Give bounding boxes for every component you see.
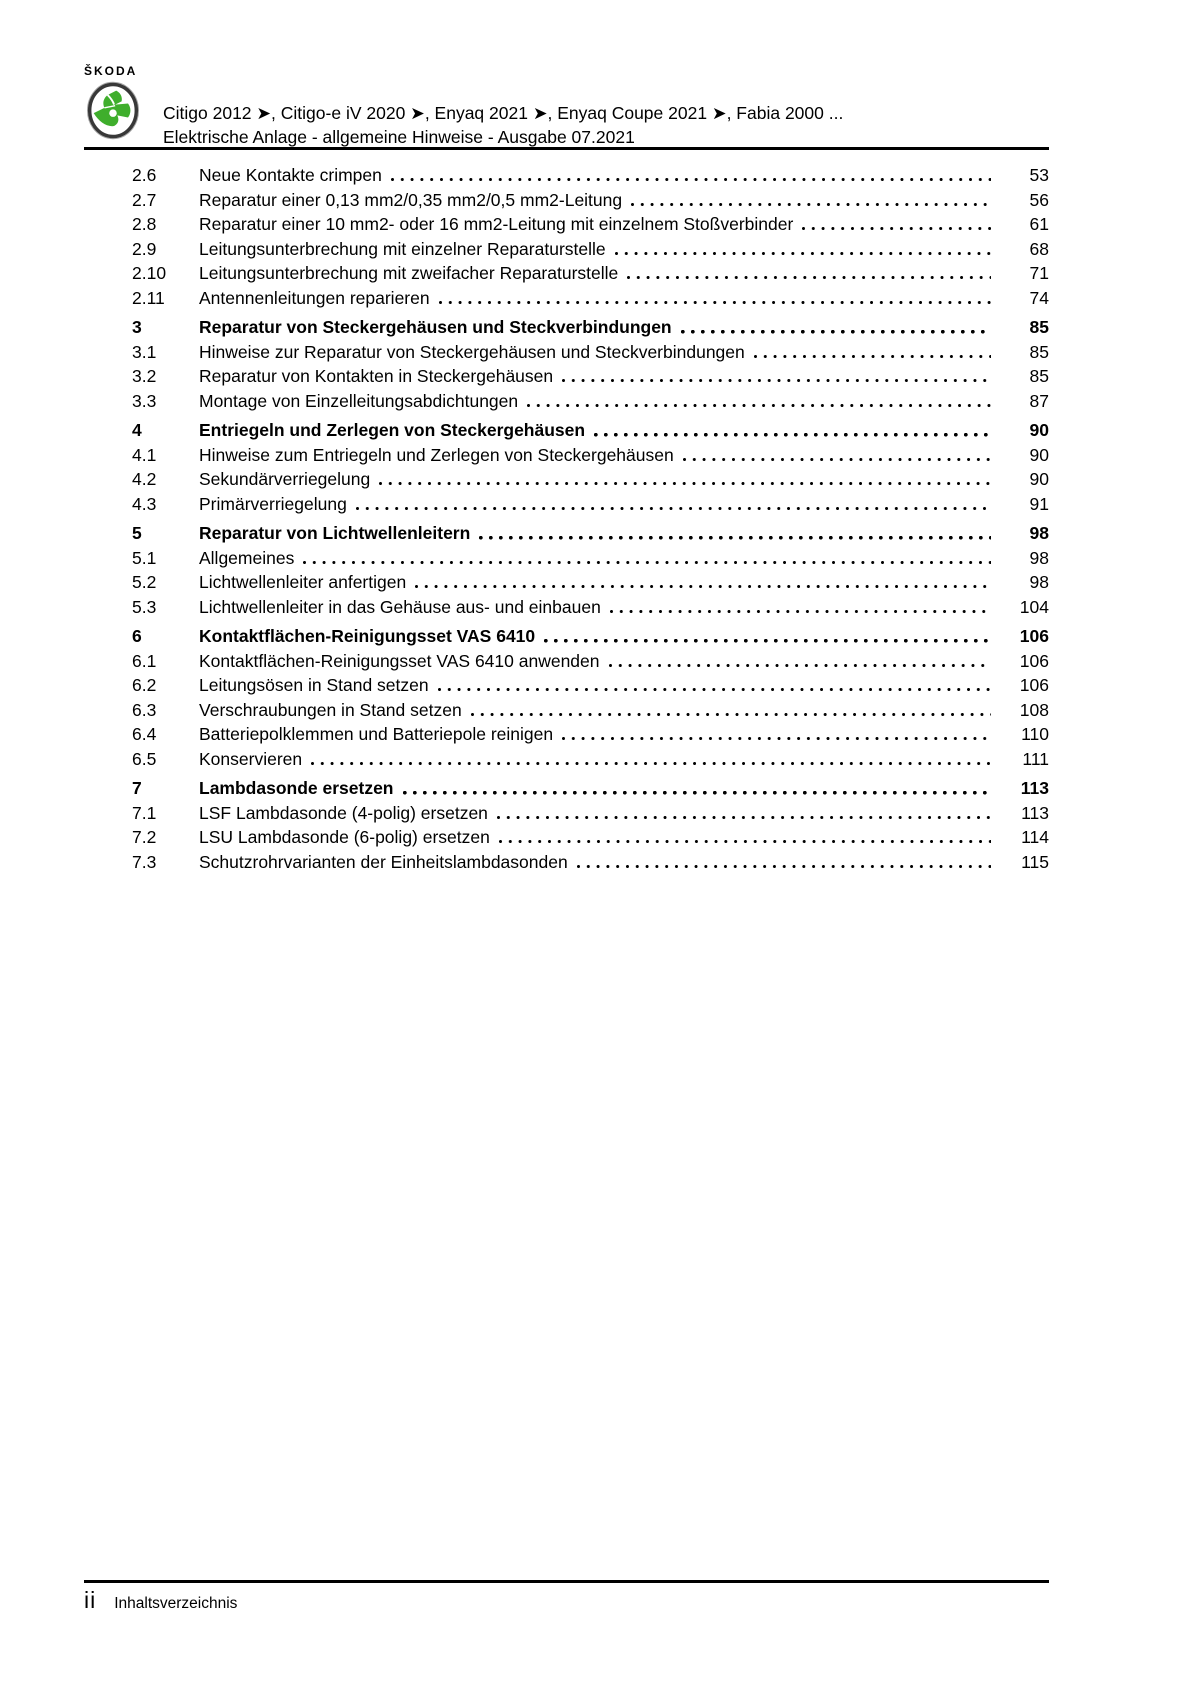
toc-entry-title: Reparatur von Lichtwellenleitern (199, 523, 471, 543)
toc-entry-number: 4.2 (132, 469, 157, 489)
leader-dots (577, 850, 991, 875)
toc-entry-page: 106 (1019, 675, 1049, 695)
leader-dots (311, 747, 991, 772)
toc-entry-title: Batteriepolklemmen und Batteriepole reinigen (199, 724, 554, 744)
toc-row (84, 698, 1049, 723)
toc-row (84, 624, 1049, 649)
toc-entry-number: 6.2 (132, 675, 157, 695)
toc-entry-number: 4.3 (132, 493, 157, 514)
toc-entry-page: 98 (1029, 547, 1049, 568)
toc-entry-page: 98 (1029, 572, 1049, 592)
toc-entry-number: 5.3 (132, 596, 157, 617)
toc-entry-title: Lichtwellenleiter in das Gehäuse aus- und einbauen (199, 596, 601, 617)
leader-dots (631, 188, 991, 213)
table-of-contents (84, 163, 1049, 874)
toc-entry-title: Leitungsösen in Stand setzen (199, 675, 429, 695)
toc-entry-title: Allgemeines (199, 547, 295, 568)
toc-entry-page: 114 (1021, 827, 1049, 847)
leader-dots (356, 492, 991, 517)
toc-entry-title: Reparatur einer 10 mm2- oder 16 mm2-Leitung mit einzelnem Stoßverbinder (199, 214, 794, 234)
toc-row (84, 492, 1049, 517)
toc-entry-title: Primärverriegelung (199, 493, 347, 514)
toc-entry-page: 61 (1029, 214, 1049, 234)
toc-entry-number: 5.2 (132, 572, 157, 592)
toc-entry-title: Lambdasonde ersetzen (199, 778, 394, 798)
toc-entry-number: 7.3 (132, 851, 157, 872)
leader-dots (610, 595, 991, 620)
leader-dots (683, 443, 991, 468)
toc-entry-title: Hinweise zum Entriegeln und Zerlegen von Steckergehäusen (199, 444, 674, 465)
toc-entry-number: 7.1 (132, 802, 157, 823)
toc-entry-page: 85 (1029, 366, 1049, 386)
toc-entry-number: 3 (132, 317, 142, 337)
toc-entry-page: 113 (1021, 802, 1049, 823)
toc-row (84, 649, 1049, 674)
toc-row (84, 722, 1049, 747)
toc-row (84, 825, 1049, 850)
toc-row (84, 850, 1049, 875)
leader-dots (497, 801, 991, 826)
toc-row (84, 340, 1049, 365)
toc-entry-title: Montage von Einzelleitungsabdichtungen (199, 390, 519, 411)
footer-section-label: Inhaltsverzeichnis (114, 1595, 238, 1612)
toc-row (84, 443, 1049, 468)
toc-entry-title: Sekundärverriegelung (199, 469, 371, 489)
footer-page-number: ii (84, 1587, 97, 1613)
toc-entry-page: 108 (1019, 699, 1049, 720)
toc-entry-number: 3.2 (132, 366, 157, 386)
toc-entry-page: 106 (1019, 650, 1049, 671)
toc-row (84, 315, 1049, 340)
footer-rule (84, 1580, 1049, 1583)
toc-entry-page: 85 (1029, 317, 1049, 337)
toc-entry-page: 115 (1021, 851, 1049, 872)
toc-entry-page: 90 (1029, 420, 1049, 440)
toc-entry-title: Reparatur einer 0,13 mm2/0,35 mm2/0,5 mm2-Leitung (199, 189, 623, 210)
toc-entry-page: 113 (1020, 778, 1049, 798)
leader-dots (439, 286, 991, 311)
toc-entry-number: 6 (132, 626, 142, 646)
toc-entry-title: Lichtwellenleiter anfertigen (199, 572, 407, 592)
leader-dots (391, 163, 991, 188)
toc-entry-title: Antennenleitungen reparieren (199, 287, 430, 308)
leader-dots (681, 315, 991, 340)
leader-dots (562, 364, 991, 389)
toc-row (84, 776, 1049, 801)
leader-dots (562, 722, 991, 747)
toc-entry-title: LSF Lambdasonde (4-polig) ersetzen (199, 802, 488, 823)
toc-entry-page: 71 (1029, 263, 1049, 283)
toc-entry-title: Entriegeln und Zerlegen von Steckergehäusen (199, 420, 586, 440)
leader-dots (379, 467, 991, 492)
toc-entry-number: 5 (132, 523, 142, 543)
toc-row (84, 188, 1049, 213)
leader-dots (802, 212, 991, 237)
toc-entry-title: Leitungsunterbrechung mit einzelner Reparaturstelle (199, 238, 606, 259)
toc-entry-title: Reparatur von Steckergehäusen und Steckverbindungen (199, 317, 672, 337)
toc-entry-page: 53 (1029, 165, 1049, 185)
toc-entry-page: 90 (1029, 444, 1049, 465)
toc-entry-page: 74 (1029, 287, 1049, 308)
toc-entry-number: 3.3 (132, 390, 157, 411)
toc-row (84, 286, 1049, 311)
leader-dots (609, 649, 991, 674)
toc-entry-title: Kontaktflächen-Reinigungsset VAS 6410 (199, 626, 536, 646)
toc-entry-number: 7 (132, 778, 142, 798)
toc-entry-page: 87 (1029, 390, 1049, 411)
toc-row (84, 521, 1049, 546)
header-titles (163, 101, 843, 149)
toc-entry-number: 4.1 (132, 444, 157, 465)
skoda-badge-icon (86, 81, 140, 140)
leader-dots (594, 418, 991, 443)
toc-entry-number: 7.2 (132, 827, 157, 847)
toc-entry-page: 110 (1021, 724, 1049, 744)
toc-entry-page: 106 (1019, 626, 1049, 646)
leader-dots (527, 389, 991, 414)
toc-row (84, 237, 1049, 262)
toc-entry-number: 3.1 (132, 341, 157, 362)
leader-dots (754, 340, 991, 365)
toc-entry-title: Konservieren (199, 748, 303, 769)
toc-entry-title: Leitungsunterbrechung mit zweifacher Reparaturstelle (199, 263, 619, 283)
toc-entry-number: 6.1 (132, 650, 157, 671)
toc-entry-number: 2.9 (132, 238, 157, 259)
toc-row (84, 212, 1049, 237)
leader-dots (403, 776, 992, 801)
leader-dots (544, 624, 991, 649)
toc-entry-page: 98 (1029, 523, 1049, 543)
toc-row (84, 261, 1049, 286)
toc-entry-page: 56 (1029, 189, 1049, 210)
toc-entry-page: 111 (1022, 748, 1049, 769)
leader-dots (479, 521, 991, 546)
leader-dots (615, 237, 991, 262)
toc-entry-page: 91 (1029, 493, 1049, 514)
toc-row (84, 747, 1049, 772)
toc-entry-title: Verschraubungen in Stand setzen (199, 699, 462, 720)
toc-entry-page: 90 (1029, 469, 1049, 489)
leader-dots (303, 546, 991, 571)
toc-row (84, 418, 1049, 443)
leader-dots (438, 673, 991, 698)
toc-row (84, 673, 1049, 698)
toc-entry-title: Neue Kontakte crimpen (199, 165, 382, 185)
toc-row (84, 570, 1049, 595)
leader-dots (627, 261, 991, 286)
skoda-logo (84, 64, 154, 140)
toc-row (84, 595, 1049, 620)
toc-entry-number: 6.4 (132, 724, 157, 744)
toc-row (84, 364, 1049, 389)
toc-entry-number: 2.8 (132, 214, 157, 234)
toc-entry-number: 2.11 (132, 287, 165, 308)
toc-entry-number: 6.5 (132, 748, 157, 769)
leader-dots (499, 825, 991, 850)
brand-wordmark: ŠKODA (84, 64, 138, 78)
toc-row (84, 467, 1049, 492)
toc-row (84, 801, 1049, 826)
toc-entry-number: 4 (132, 420, 142, 440)
toc-row (84, 389, 1049, 414)
toc-entry-number: 6.3 (132, 699, 157, 720)
toc-entry-title: Hinweise zur Reparatur von Steckergehäusen und Steckverbindungen (199, 341, 745, 362)
toc-entry-number: 2.6 (132, 165, 157, 185)
leader-dots (415, 570, 991, 595)
header-rule (84, 147, 1049, 150)
toc-row (84, 546, 1049, 571)
toc-entry-page: 85 (1029, 341, 1049, 362)
toc-entry-page: 68 (1029, 238, 1049, 259)
toc-entry-title: Schutzrohrvarianten der Einheitslambdasonden (199, 851, 568, 872)
toc-entry-number: 2.7 (132, 189, 157, 210)
header-subtitle-line: Elektrische Anlage - allgemeine Hinweise - Ausgabe 07.2021 (163, 127, 635, 147)
toc-entry-title: Reparatur von Kontakten in Steckergehäusen (199, 366, 554, 386)
toc-entry-title: LSU Lambdasonde (6-polig) ersetzen (199, 827, 490, 847)
toc-row (84, 163, 1049, 188)
header-models-line: Citigo 2012 ➤, Citigo-e iV 2020 ➤, Enyaq 2021 ➤, Enyaq Coupe 2021 ➤, Fabia 2000 ... (163, 103, 844, 123)
leader-dots (471, 698, 991, 723)
footer (84, 1587, 237, 1614)
toc-entry-page: 104 (1019, 596, 1049, 617)
toc-entry-number: 2.10 (132, 263, 167, 283)
toc-entry-number: 5.1 (132, 547, 157, 568)
toc-entry-title: Kontaktflächen-Reinigungsset VAS 6410 anwenden (199, 650, 600, 671)
